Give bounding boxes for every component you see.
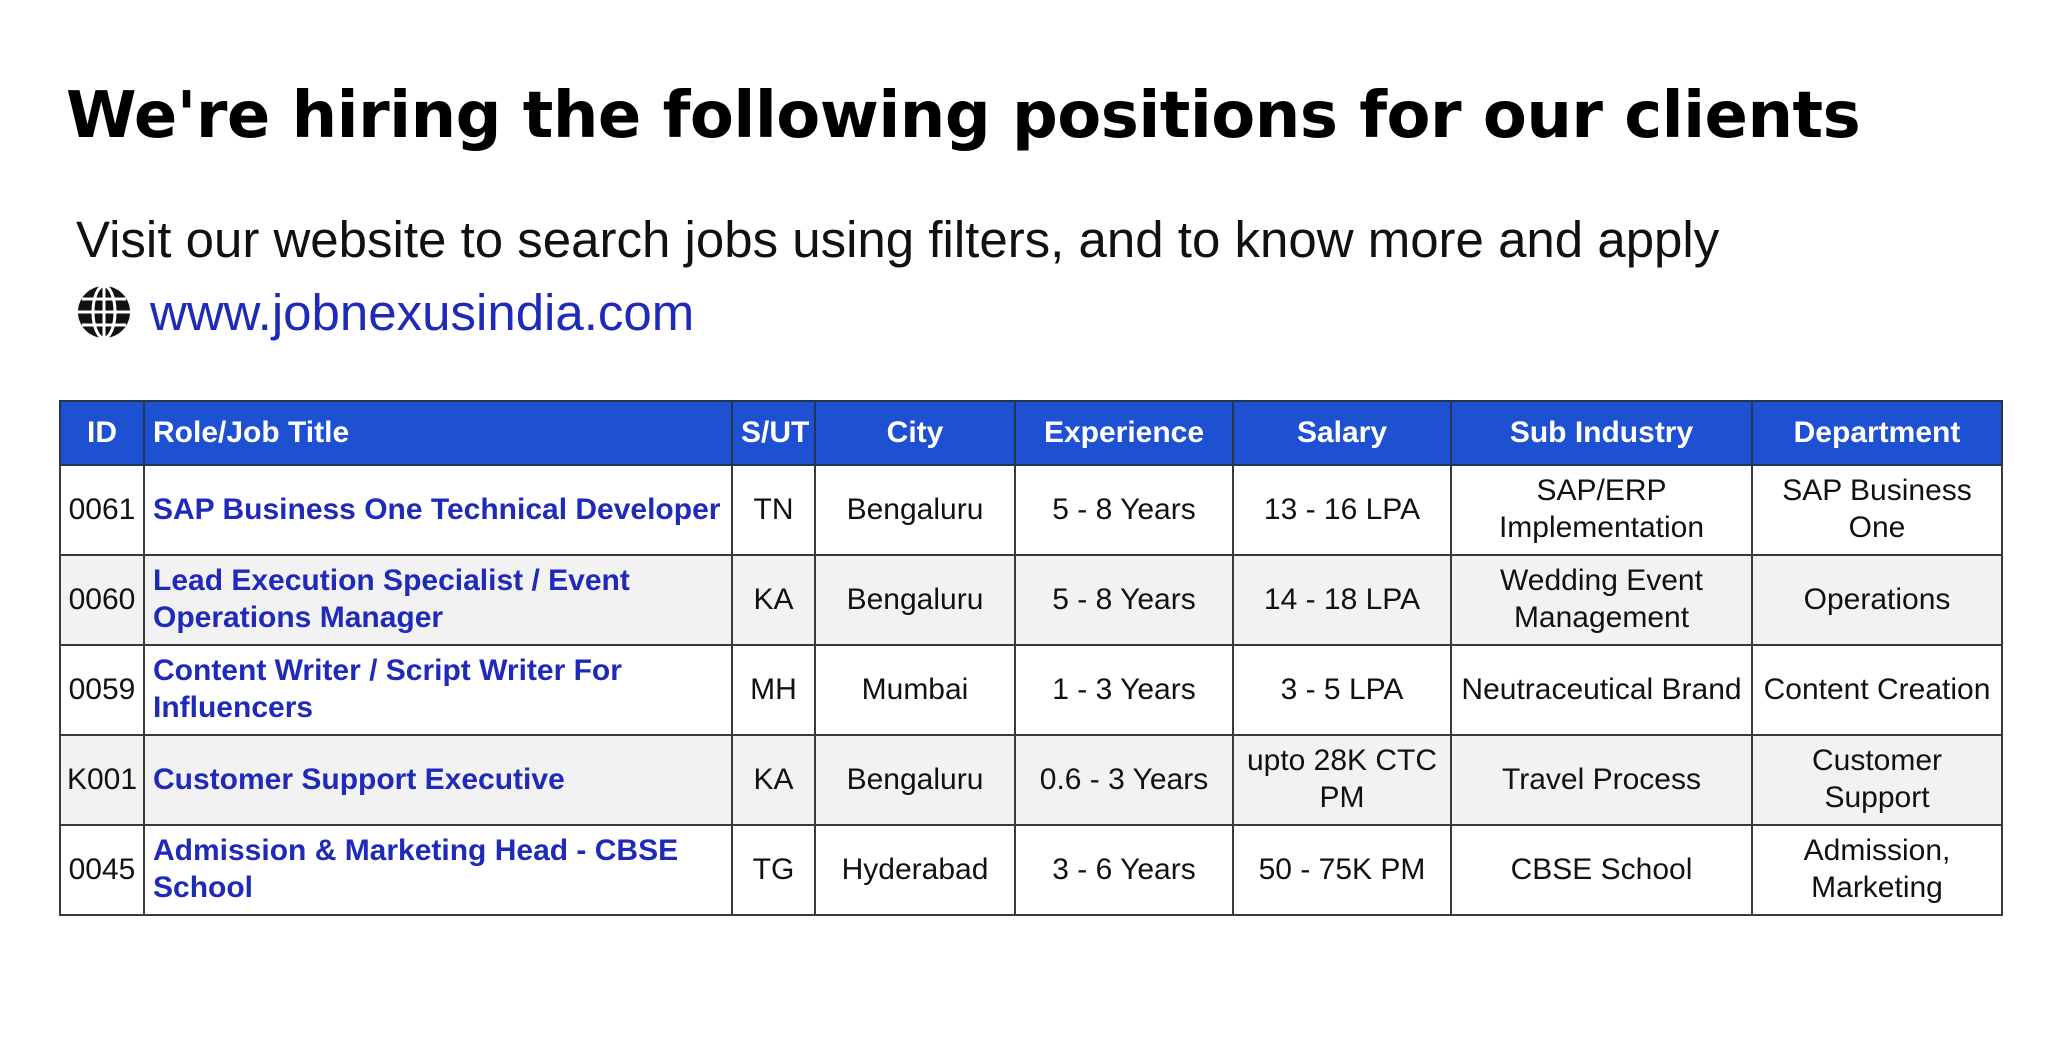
job-title-cell: [144, 645, 732, 735]
job-sub-industry: CBSE School: [1451, 825, 1752, 915]
website-link[interactable]: www.jobnexusindia.com: [150, 283, 695, 341]
job-experience: 3 - 6 Years: [1015, 825, 1233, 915]
job-department: Customer Support: [1752, 735, 2002, 825]
job-salary: 14 - 18 LPA: [1233, 555, 1451, 645]
job-sub-industry: SAP/ERP Implementation: [1451, 465, 1752, 555]
job-sub-industry: Wedding Event Management: [1451, 555, 1752, 645]
column-header-state: S/UT: [732, 401, 815, 465]
job-salary: 3 - 5 LPA: [1233, 645, 1451, 735]
job-title-cell: [144, 465, 732, 555]
job-city: Bengaluru: [815, 735, 1015, 825]
job-department: SAP Business One: [1752, 465, 2002, 555]
job-salary: upto 28K CTC PM: [1233, 735, 1451, 825]
job-experience: 5 - 8 Years: [1015, 555, 1233, 645]
job-title-cell: [144, 825, 732, 915]
column-header-sub-industry: Sub Industry: [1451, 401, 1752, 465]
job-sub-industry: Travel Process: [1451, 735, 1752, 825]
job-city: Mumbai: [815, 645, 1015, 735]
website-row: [76, 282, 694, 342]
page-subtitle: Visit our website to search jobs using filters, and to know more and apply: [76, 211, 1720, 268]
job-title-cell: [144, 735, 732, 825]
job-salary: 50 - 75K PM: [1233, 825, 1451, 915]
table-row: [60, 555, 2002, 645]
job-city: Bengaluru: [815, 555, 1015, 645]
job-id: 0059: [60, 645, 144, 735]
job-experience: 0.6 - 3 Years: [1015, 735, 1233, 825]
column-header-city: City: [815, 401, 1015, 465]
job-title-link[interactable]: Lead Execution Specialist / Event Operations Manager: [153, 564, 630, 634]
job-city: Bengaluru: [815, 465, 1015, 555]
job-department: Content Creation: [1752, 645, 2002, 735]
job-title-link[interactable]: SAP Business One Technical Developer: [153, 492, 721, 526]
job-id: 0061: [60, 465, 144, 555]
job-city: Hyderabad: [815, 825, 1015, 915]
column-header-id: ID: [60, 401, 144, 465]
column-header-department: Department: [1752, 401, 2002, 465]
table-row: [60, 735, 2002, 825]
job-id: K001: [60, 735, 144, 825]
table-row: [60, 825, 2002, 915]
job-experience: 5 - 8 Years: [1015, 465, 1233, 555]
job-experience: 1 - 3 Years: [1015, 645, 1233, 735]
job-title-link[interactable]: Content Writer / Script Writer For Influencers: [153, 654, 622, 724]
job-id: 0060: [60, 555, 144, 645]
table-row: [60, 645, 2002, 735]
table-row: [60, 465, 2002, 555]
job-department: Admission, Marketing: [1752, 825, 2002, 915]
job-sub-industry: Neutraceutical Brand: [1451, 645, 1752, 735]
table-header-row: [60, 401, 2002, 465]
job-title-link[interactable]: Customer Support Executive: [153, 762, 565, 796]
job-state: TG: [732, 825, 815, 915]
globe-icon: [76, 284, 132, 340]
job-state: KA: [732, 735, 815, 825]
job-id: 0045: [60, 825, 144, 915]
column-header-role: Role/Job Title: [144, 401, 732, 465]
job-state: MH: [732, 645, 815, 735]
page-title: We're hiring the following positions for our clients: [66, 79, 1861, 153]
job-state: TN: [732, 465, 815, 555]
jobs-table: [59, 400, 2003, 916]
column-header-salary: Salary: [1233, 401, 1451, 465]
column-header-experience: Experience: [1015, 401, 1233, 465]
job-state: KA: [732, 555, 815, 645]
job-department: Operations: [1752, 555, 2002, 645]
job-salary: 13 - 16 LPA: [1233, 465, 1451, 555]
job-title-cell: [144, 555, 732, 645]
job-title-link[interactable]: Admission & Marketing Head - CBSE School: [153, 834, 679, 904]
